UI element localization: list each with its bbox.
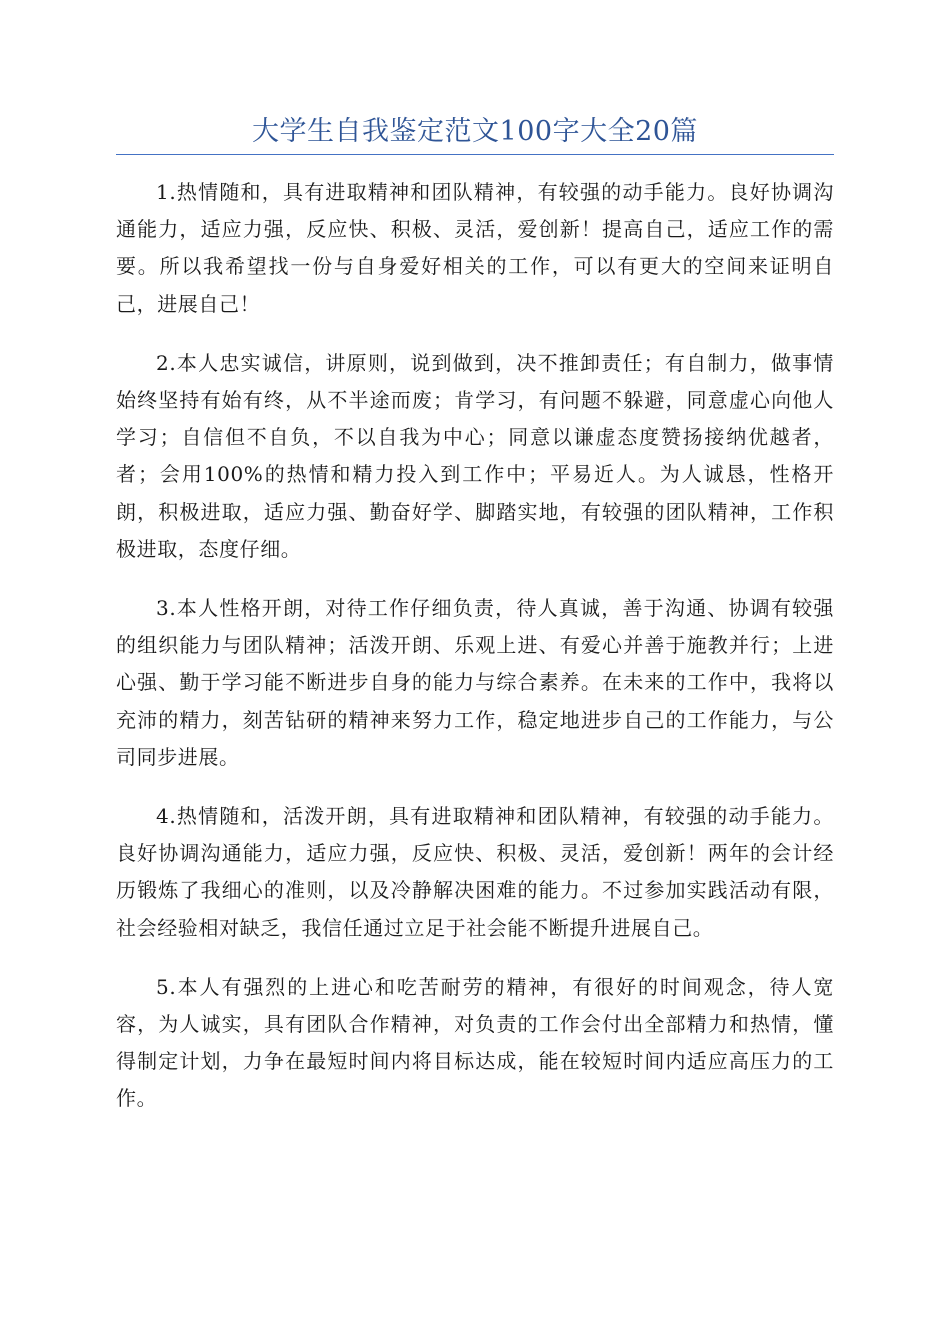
title-underline — [116, 154, 834, 155]
paragraph-5: 5.本人有强烈的上进心和吃苦耐劳的精神，有很好的时间观念，待人宽容，为人诚实，具有团队合作精神，对负责的工作会付出全部精力和热情，懂得制定计划，力争在最短时间内将目标达成，能在较短时间内适应高压力的工作。 — [116, 974, 834, 1111]
paragraph-3: 3.本人性格开朗，对待工作仔细负责，待人真诚，善于沟通、协调有较强的组织能力与团队精神；活泼开朗、乐观上进、有爱心并善于施教并行；上进心强、勤于学习能不断进步自身的能力与综合素养。在未来的工作中，我将以充沛的精力，刻苦钻研的精神来努力工作，稳定地进步自己的工作能力，与公司同步进展。 — [116, 596, 834, 769]
document-body — [116, 174, 834, 1140]
paragraph-4: 4.热情随和，活泼开朗，具有进取精神和团队精神，有较强的动手能力。良好协调沟通能力，适应力强，反应快、积极、灵活，爱创新！两年的会计经历锻炼了我细心的准则，以及冷静解决困难的能力。不过参加实践活动有限，社会经验相对缺乏，我信任通过立足于社会能不断提升进展自己。 — [116, 804, 834, 940]
paragraph-2: 2.本人忠实诚信，讲原则，说到做到，决不推卸责任；有自制力，做事情始终坚持有始有终，从不半途而废；肯学习，有问题不躲避，同意虚心向他人学习；自信但不自负，不以自我为中心；同意以谦虚态度赞扬接纳优越者，者；会用100%的热情和精力投入到工作中；平易近人。为人诚恳，性格开朗，积极进取，适应力强、勤奋好学、脚踏实地，有较强的团队精神，工作积极进取，态度仔细。 — [116, 350, 834, 561]
paragraph-1: 1.热情随和，具有进取精神和团队精神，有较强的动手能力。良好协调沟通能力，适应力强，反应快、积极、灵活，爱创新！提高自己，适应工作的需要。所以我希望找一份与自身爱好相关的工作，可以有更大的空间来证明自己，进展自己！ — [116, 180, 834, 316]
page-title: 大学生自我鉴定范文100字大全20篇 — [252, 116, 698, 147]
